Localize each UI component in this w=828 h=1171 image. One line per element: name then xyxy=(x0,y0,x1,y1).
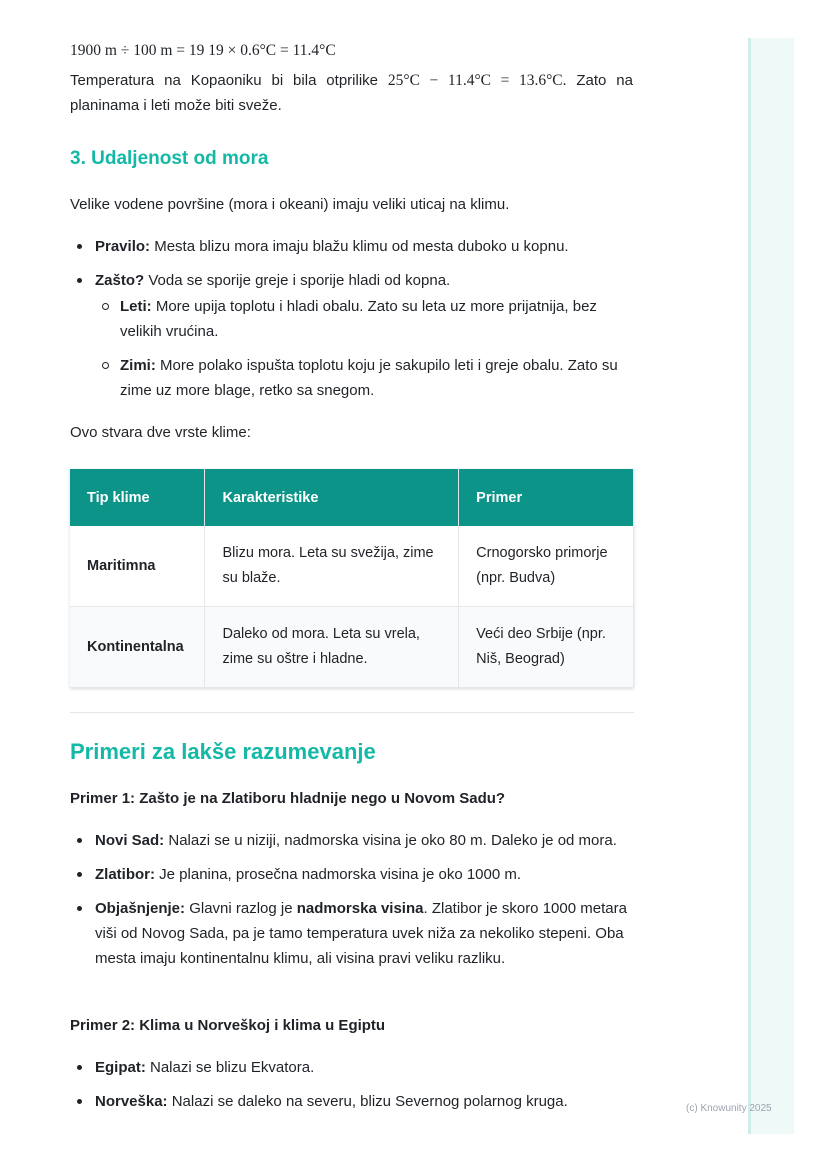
climate-types-table xyxy=(70,469,634,688)
sea-bullet-list xyxy=(70,234,635,403)
side-margin-panel xyxy=(748,38,794,1134)
table-header-row xyxy=(70,469,634,526)
table-header-cell: Tip klime xyxy=(70,469,205,526)
list-item: Egipat: Nalazi se blizu Ekvatora. xyxy=(70,1055,635,1080)
section-intro: Velike vodene površine (mora i okeani) imaju veliki uticaj na klimu. xyxy=(70,196,510,213)
copyright-text: (c) Knowunity 2025 xyxy=(686,1103,772,1114)
table-cell: Maritimna xyxy=(70,526,205,607)
list-item: Norveška: Nalazi se daleko na severu, blizu Severnog polarnog kruga. xyxy=(70,1089,635,1114)
list-item: Zlatibor: Je planina, prosečna nadmorska visina je oko 1000 m. xyxy=(70,862,635,887)
formula-line: 1900 m ÷ 100 m = 19 19 × 0.6°C = 11.4°C xyxy=(70,42,336,59)
example-2-title: Primer 2: Klima u Norveškoj i klima u Egiptu xyxy=(70,1017,386,1034)
list-item: Zašto? Voda se sporije greje i sporije hladi od kopna. Leti: More upija toplotu i hladi obalu. Zato su leta uz more prijatnija, bez velikih vrućina. Zimi: More polako ispušta toplotu koju je sakupilo leti i greje obalu. Zato su zime uz more blage, retko sa snegom. xyxy=(70,268,635,403)
section-divider xyxy=(70,712,634,713)
table-cell: Daleko od mora. Leta su vrela, zime su oštre i hladne. xyxy=(205,607,459,688)
sub-list-item: Zimi: More polako ispušta toplotu koju je sakupilo leti i greje obalu. Zato su zime uz more blage, retko sa snegom. xyxy=(95,353,635,403)
table-cell: Blizu mora. Leta su svežija, zime su blaže. xyxy=(205,526,459,607)
list-item: Objašnjenje: Glavni razlog je nadmorska visina. Zlatibor je skoro 1000 metara viši od Novog Sada, pa je tamo temperatura uvek niža za nekoliko stepeni. Oba mesta imaju kontinentalnu klimu, ali visina pravi veliku razliku. xyxy=(70,896,635,971)
example-1-list xyxy=(70,828,635,971)
sub-bullet-list xyxy=(95,294,635,403)
table-header-cell: Primer xyxy=(459,469,634,526)
table-row xyxy=(70,607,634,688)
table-cell: Crnogorsko primorje (npr. Budva) xyxy=(459,526,634,607)
climate-types-intro: Ovo stvara dve vrste klime: xyxy=(70,424,251,441)
table-row xyxy=(70,526,634,607)
sub-list-item: Leti: More upija toplotu i hladi obalu. Zato su leta uz more prijatnija, bez velikih vrućina. xyxy=(95,294,635,344)
list-item: Pravilo: Mesta blizu mora imaju blažu klimu od mesta duboko u kopnu. xyxy=(70,234,635,259)
table-cell: Kontinentalna xyxy=(70,607,205,688)
example-1-title: Primer 1: Zašto je na Zlatiboru hladnije nego u Novom Sadu? xyxy=(70,790,506,807)
table-cell: Veći deo Srbije (npr. Niš, Beograd) xyxy=(459,607,634,688)
section-heading-sea-distance: 3. Udaljenost od mora xyxy=(70,148,269,169)
temperature-paragraph: Temperatura na Kopaoniku bi bila otprilike 25°C − 11.4°C = 13.6°C. Zato na planinama i leti može biti sveže. xyxy=(70,72,633,114)
table-header-cell: Karakteristike xyxy=(205,469,459,526)
example-2-list xyxy=(70,1055,635,1114)
list-item: Novi Sad: Nalazi se u niziji, nadmorska visina je oko 80 m. Daleko je od mora. xyxy=(70,828,635,853)
examples-heading: Primeri za lakše razumevanje xyxy=(70,739,376,764)
